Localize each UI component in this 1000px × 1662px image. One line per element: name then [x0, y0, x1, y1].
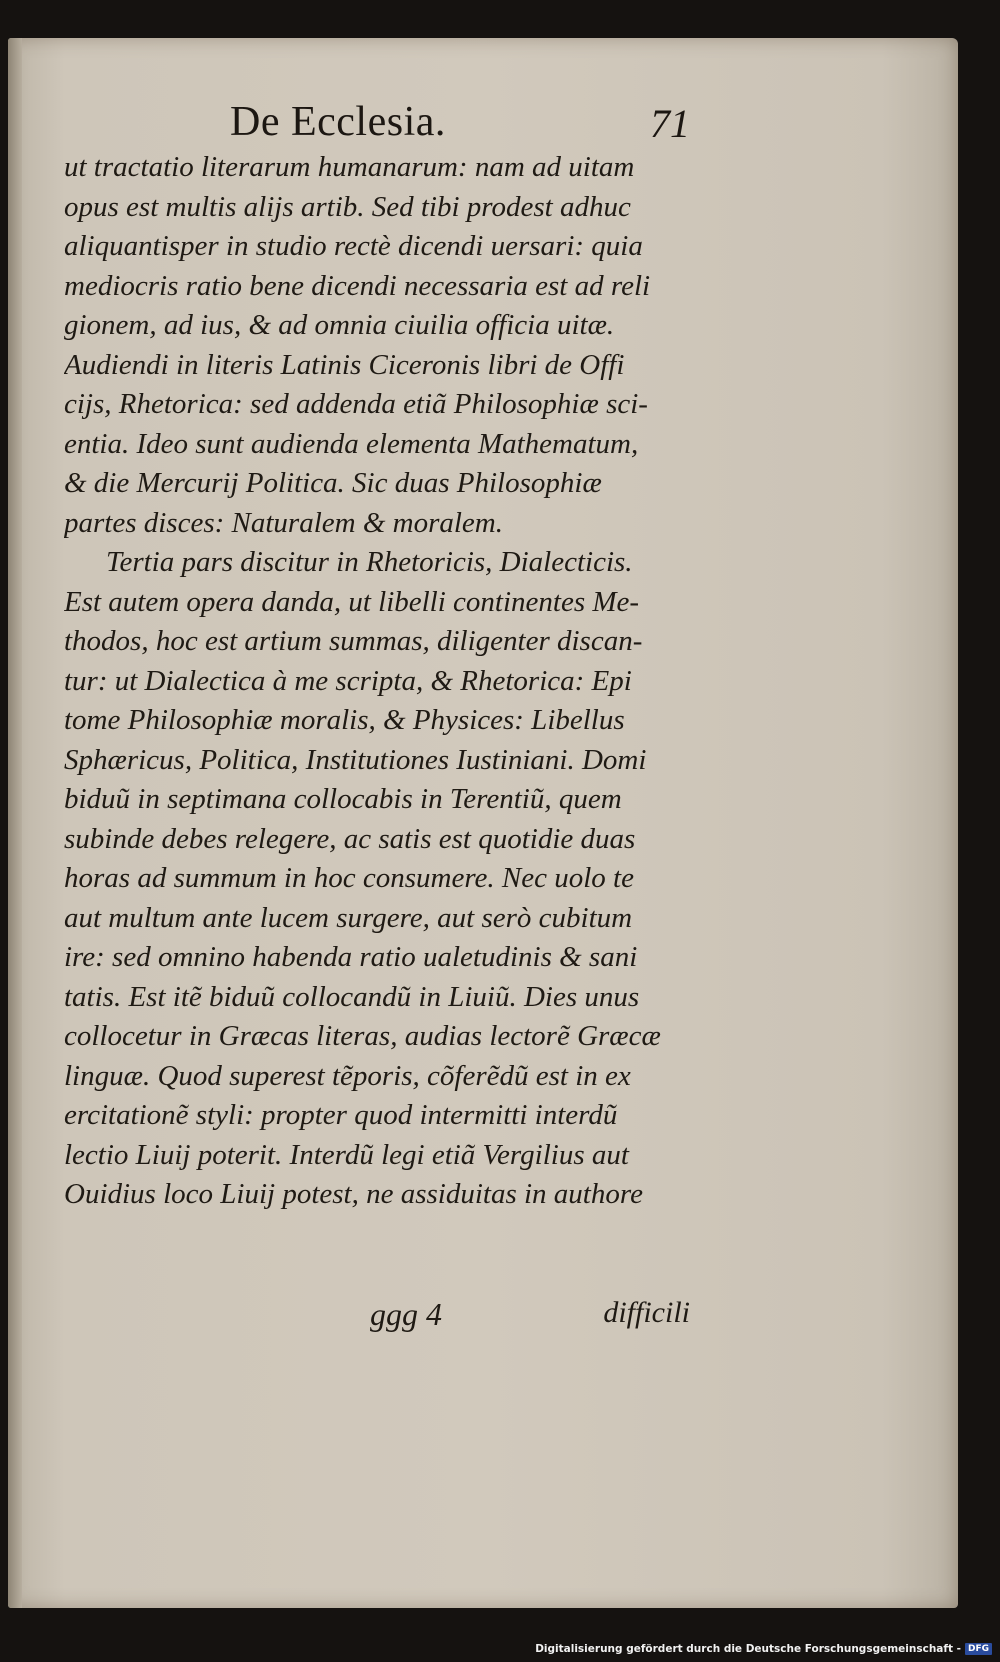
text-line: ut tractatio literarum humanarum: nam ad uitam	[64, 151, 635, 183]
text-line: entia. Ideo sunt audienda elementa Mathematum,	[64, 427, 639, 460]
text-line: opus est multis alijs artib. Sed tibi prodest adhuc	[64, 190, 631, 223]
text-line: ercitationẽ styli: propter quod intermitti interdũ	[64, 1099, 618, 1131]
text-line: tur: ut Dialectica à me scripta, & Rhetorica: Epi	[64, 664, 632, 697]
text-line: lectio Liuij poterit. Interdũ legi etiã Vergilius aut	[64, 1138, 629, 1171]
digitization-credit	[535, 1638, 992, 1660]
text-line: tatis. Est itẽ biduũ collocandũ in Liuiũ. Dies unus	[64, 980, 640, 1013]
text-line: mediocris ratio bene dicendi necessaria est ad reli	[64, 269, 651, 302]
text-line: thodos, hoc est artium summas, diligenter discan-	[64, 625, 643, 657]
text-line: Audiendi in literis Latinis Ciceronis libri de Offi	[64, 348, 625, 381]
text-line: Ouidius loco Liuij potest, ne assiduitas in authore	[64, 1178, 643, 1210]
page-number: 71	[650, 101, 690, 146]
text-line: linguæ. Quod superest tẽporis, cõferẽdũ est in ex	[64, 1059, 631, 1092]
page-footer	[370, 1296, 690, 1336]
signature-mark: ggg 4	[370, 1296, 442, 1332]
body-text	[64, 148, 694, 1215]
text-line: aliquantisper in studio rectè dicendi uersari: quia	[64, 230, 643, 262]
text-line: biduũ in septimana collocabis in Terentiũ, quem	[64, 783, 622, 815]
credit-text: Digitalisierung gefördert durch die Deutsche Forschungsgemeinschaft -	[535, 1643, 961, 1655]
dfg-logo-icon: DFG	[965, 1643, 992, 1655]
paragraph-start-line: Tertia pars discitur in Rhetoricis, Dialecticis.	[106, 546, 633, 578]
catchword: difficili	[603, 1296, 690, 1329]
page-edge	[8, 38, 22, 1608]
text-line: aut multum ante lucem surgere, aut serò cubitum	[64, 901, 633, 934]
text-line: collocetur in Græcas literas, audias lectorẽ Græcæ	[64, 1020, 661, 1052]
text-line: tome Philosophiæ moralis, & Physices: Libellus	[64, 704, 625, 736]
page-header	[230, 98, 690, 148]
text-line: partes disces: Naturalem & moralem.	[64, 506, 503, 539]
text-line: & die Mercurij Politica. Sic duas Philosophiæ	[64, 467, 602, 499]
text-line: ire: sed omnino habenda ratio ualetudinis & sani	[64, 941, 638, 973]
text-line: gionem, ad ius, & ad omnia ciuilia officia uitæ.	[64, 309, 615, 341]
text-line: cijs, Rhetorica: sed addenda etiã Philosophiæ sci-	[64, 388, 648, 420]
running-title: De Ecclesia.	[230, 99, 446, 145]
text-line: Sphæricus, Politica, Institutiones Iustiniani. Domi	[64, 743, 647, 776]
text-line: horas ad summum in hoc consumere. Nec uolo te	[64, 862, 634, 894]
text-line: subinde debes relegere, ac satis est quotidie duas	[64, 822, 636, 855]
text-line: Est autem opera danda, ut libelli continentes Me-	[64, 585, 640, 618]
